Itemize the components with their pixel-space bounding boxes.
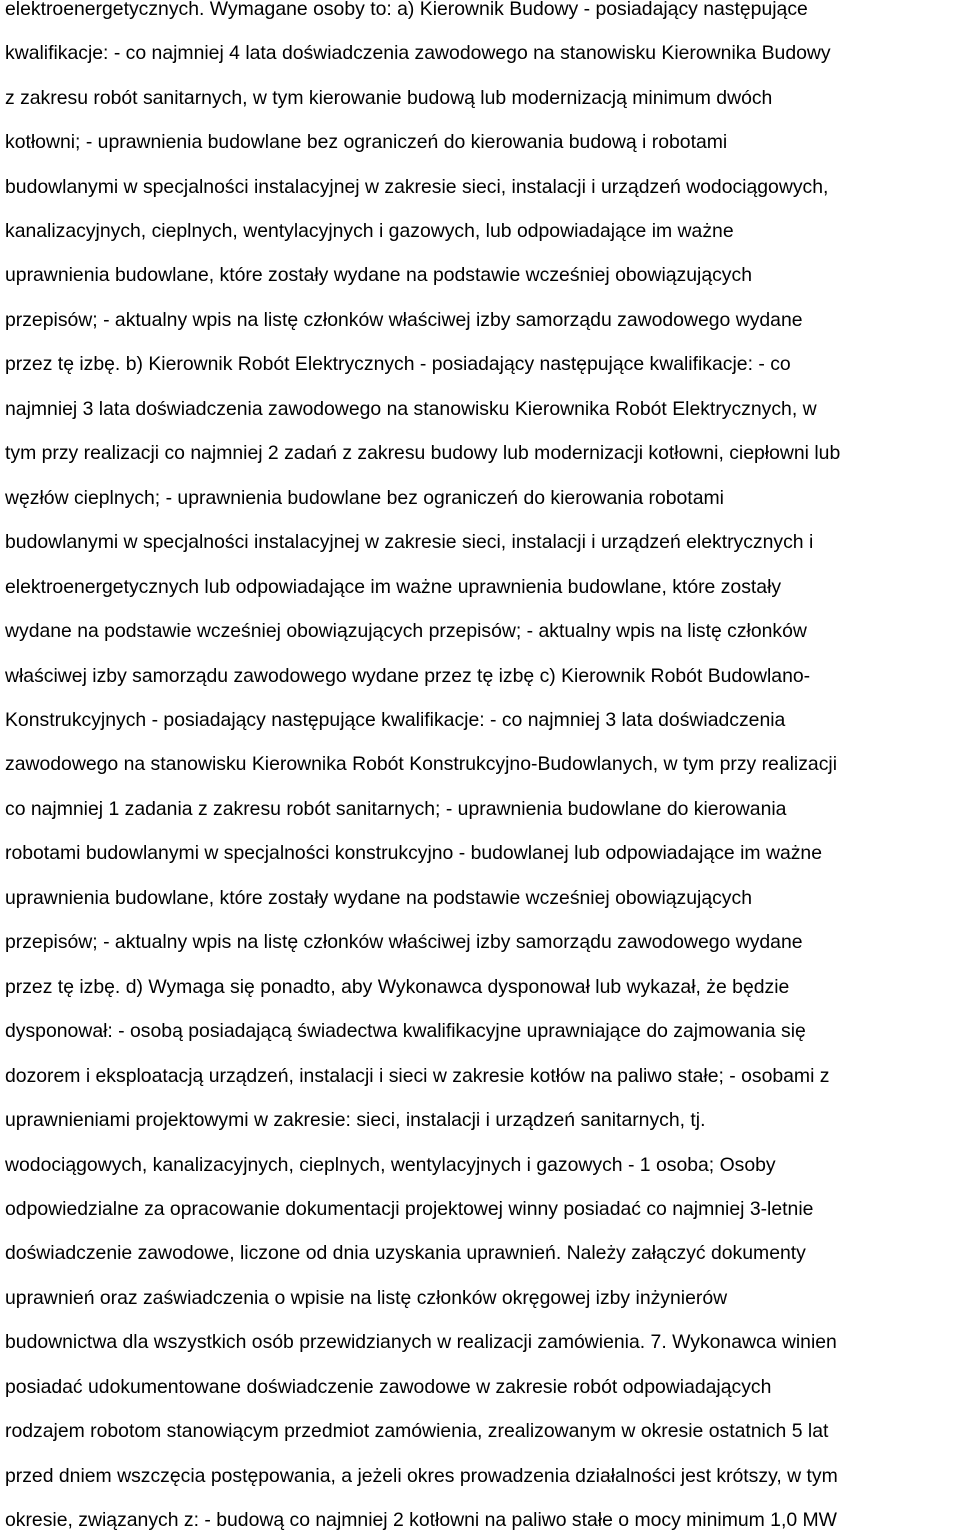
text-line: przepisów; - aktualny wpis na listę członków właściwej izby samorządu zawodowego wydane: [5, 309, 803, 331]
text-line: rodzajem robotom stanowiącym przedmiot zamówienia, zrealizowanym w okresie ostatnich 5 lat: [5, 1420, 829, 1442]
text-line: właściwej izby samorządu zawodowego wydane przez tę izbę c) Kierownik Robót Budowlano-: [5, 665, 811, 687]
text-line: okresie, związanych z: - budową co najmniej 2 kotłowni na paliwo stałe o mocy minimum 1,0 MW: [5, 1509, 837, 1531]
text-line: budowlanymi w specjalności instalacyjnej w zakresie sieci, instalacji i urządzeń wodociągowych,: [5, 176, 829, 198]
text-line: posiadać udokumentowane doświadczenie zawodowe w zakresie robót odpowiadających: [5, 1376, 772, 1398]
text-line: przez tę izbę. b) Kierownik Robót Elektrycznych - posiadający następujące kwalifikacje: - co: [5, 353, 791, 375]
text-line: tym przy realizacji co najmniej 2 zadań z zakresu budowy lub modernizacji kotłowni, ciepłowni lub: [5, 442, 841, 464]
text-line: dysponował: - osobą posiadającą świadectwa kwalifikacyjne uprawniające do zajmowania się: [5, 1020, 806, 1042]
text-line: budowlanymi w specjalności instalacyjnej w zakresie sieci, instalacji i urządzeń elektrycznych i: [5, 531, 814, 553]
text-line: wydane na podstawie wcześniej obowiązujących przepisów; - aktualny wpis na listę członków: [5, 620, 807, 642]
text-line: odpowiedzialne za opracowanie dokumentacji projektowej winny posiadać co najmniej 3-letnie: [5, 1198, 814, 1220]
text-line: wodociągowych, kanalizacyjnych, cieplnych, wentylacyjnych i gazowych - 1 osoba; Osoby: [5, 1154, 776, 1176]
text-line: co najmniej 1 zadania z zakresu robót sanitarnych; - uprawnienia budowlane do kierowania: [5, 798, 787, 820]
text-line: Konstrukcyjnych - posiadający następujące kwalifikacje: - co najmniej 3 lata doświadczenia: [5, 709, 786, 731]
text-line: uprawnienia budowlane, które zostały wydane na podstawie wcześniej obowiązujących: [5, 887, 752, 909]
text-line: kwalifikacje: - co najmniej 4 lata doświadczenia zawodowego na stanowisku Kierownika Budowy: [5, 42, 831, 64]
text-line: elektroenergetycznych lub odpowiadające im ważne uprawnienia budowlane, które zostały: [5, 576, 782, 598]
text-line: doświadczenie zawodowe, liczone od dnia uzyskania uprawnień. Należy załączyć dokumenty: [5, 1242, 806, 1264]
text-line: elektroenergetycznych. Wymagane osoby to: a) Kierownik Budowy - posiadający następujące: [5, 0, 808, 20]
text-line: kanalizacyjnych, cieplnych, wentylacyjnych i gazowych, lub odpowiadające im ważne: [5, 220, 734, 242]
text-line: uprawnieniami projektowymi w zakresie: sieci, instalacji i urządzeń sanitarnych, tj.: [5, 1109, 706, 1131]
text-line: uprawnienia budowlane, które zostały wydane na podstawie wcześniej obowiązujących: [5, 264, 752, 286]
text-line: węzłów cieplnych; - uprawnienia budowlane bez ograniczeń do kierowania robotami: [5, 487, 724, 509]
text-line: najmniej 3 lata doświadczenia zawodowego na stanowisku Kierownika Robót Elektrycznych, w: [5, 398, 817, 420]
text-line: budownictwa dla wszystkich osób przewidzianych w realizacji zamówienia. 7. Wykonawca winien: [5, 1331, 837, 1353]
text-line: robotami budowlanymi w specjalności konstrukcyjno - budowlanej lub odpowiadające im ważne: [5, 842, 822, 864]
text-line: dozorem i eksploatacją urządzeń, instalacji i sieci w zakresie kotłów na paliwo stałe; - osobami z: [5, 1065, 830, 1087]
text-line: przez tę izbę. d) Wymaga się ponadto, aby Wykonawca dysponował lub wykazał, że będzie: [5, 976, 790, 998]
text-line: przed dniem wszczęcia postępowania, a jeżeli okres prowadzenia działalności jest krótszy, w tym: [5, 1465, 838, 1487]
text-line: uprawnień oraz zaświadczenia o wpisie na listę członków okręgowej izby inżynierów: [5, 1287, 728, 1309]
text-line: kotłowni; - uprawnienia budowlane bez ograniczeń do kierowania budową i robotami: [5, 131, 728, 153]
text-line: przepisów; - aktualny wpis na listę członków właściwej izby samorządu zawodowego wydane: [5, 931, 803, 953]
text-line: zawodowego na stanowisku Kierownika Robót Konstrukcyjno-Budowlanych, w tym przy realizacji: [5, 753, 838, 775]
text-line: z zakresu robót sanitarnych, w tym kierowanie budową lub modernizacją minimum dwóch: [5, 87, 773, 109]
